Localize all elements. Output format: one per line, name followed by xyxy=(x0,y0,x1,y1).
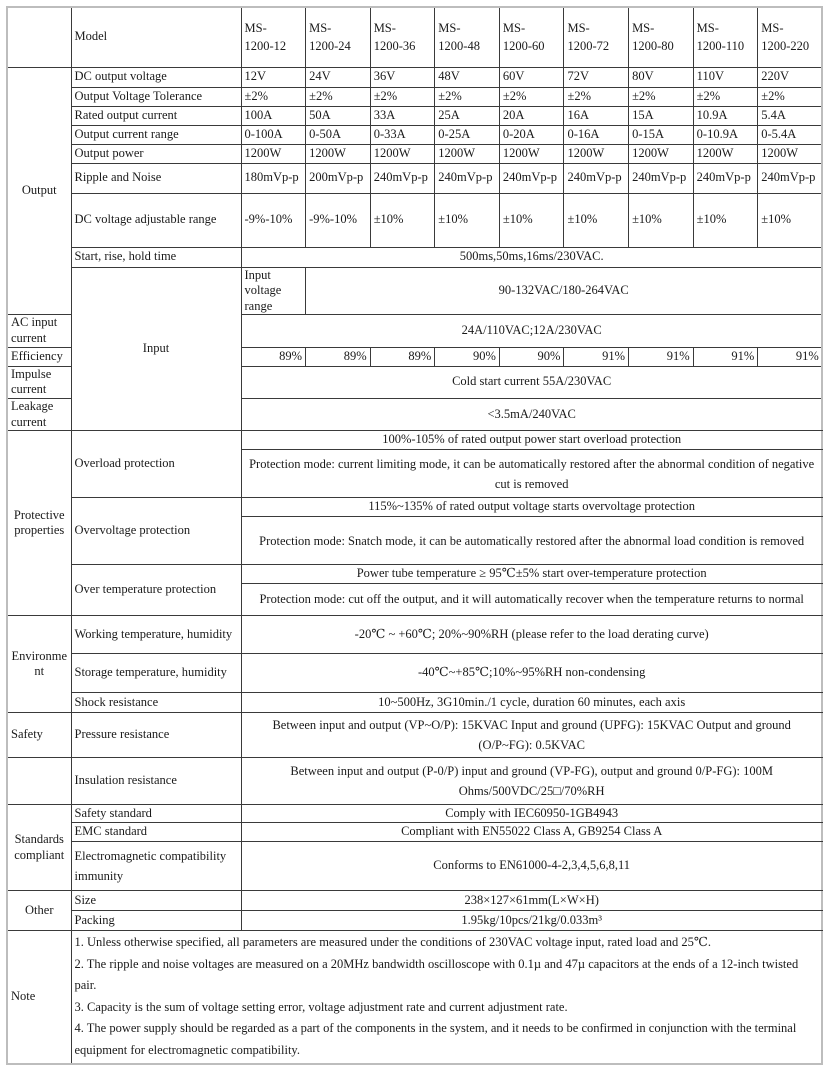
row-safety-standard xyxy=(7,805,822,823)
value-cell: 180mVp-p xyxy=(241,163,306,193)
value-cell: 90% xyxy=(499,347,564,366)
category-safety-blank xyxy=(7,758,71,805)
param-label: Start, rise, hold time xyxy=(71,247,241,267)
row-output-current-range xyxy=(7,125,822,144)
value-cell: 1200W xyxy=(564,144,629,163)
row-overtemp-protection-threshold xyxy=(7,565,822,584)
model-name-line: 1200-80 xyxy=(632,39,674,54)
row-overload-protection-threshold xyxy=(7,431,822,450)
value-cell: 5.4A xyxy=(758,106,823,125)
param-label: Over temperature protection xyxy=(71,565,241,616)
value-cell: 80V xyxy=(629,67,694,87)
param-label: Leakage current xyxy=(7,398,71,430)
model-name-line: MS- xyxy=(244,21,267,36)
value-cell: <3.5mA/240VAC xyxy=(241,398,822,430)
value-cell: Compliant with EN55022 Class A, GB9254 Class A xyxy=(241,823,822,842)
param-label: Output current range xyxy=(71,125,241,144)
model-name-line: 1200-110 xyxy=(696,39,745,54)
value-cell: 240mVp-p xyxy=(629,163,694,193)
value-cell: ±2% xyxy=(435,87,500,106)
value-cell: 0-100A xyxy=(241,125,306,144)
model-name-line: MS- xyxy=(502,21,526,36)
param-label: Electromagnetic compatibility immunity xyxy=(71,842,241,891)
value-cell: ±10% xyxy=(499,193,564,247)
model-name-line: MS- xyxy=(309,21,332,36)
value-cell: ±10% xyxy=(435,193,500,247)
value-cell: 16A xyxy=(564,106,629,125)
category-other: Other xyxy=(7,891,71,931)
value-cell: -20℃ ~ +60℃; 20%~90%RH (please refer to the load derating curve) xyxy=(241,616,822,654)
value-cell: 200mVp-p xyxy=(306,163,371,193)
param-label: Shock resistance xyxy=(71,693,241,713)
row-emc-standard xyxy=(7,823,822,842)
value-cell: ±10% xyxy=(758,193,823,247)
param-label: AC input current xyxy=(7,315,71,347)
note-item: 2. The ripple and noise voltages are measured on a 20MHz bandwidth oscilloscope with 0.1µ and 47µ capacitors at the ends of a 12-inch twisted pair. xyxy=(74,956,799,993)
value-cell: ±2% xyxy=(241,87,306,106)
value-cell: 36V xyxy=(370,67,435,87)
category-environment: Environment xyxy=(7,616,71,713)
value-cell: 1200W xyxy=(306,144,371,163)
value-cell: 90% xyxy=(435,347,500,366)
model-name-line: 1200-60 xyxy=(502,39,545,54)
model-cell xyxy=(241,7,306,67)
model-cell xyxy=(758,7,823,67)
value-cell: 10.9A xyxy=(693,106,758,125)
row-start-rise-hold-time xyxy=(7,247,822,267)
value-cell: 91% xyxy=(693,347,758,366)
value-cell: 10~500Hz, 3G10min./1 cycle, duration 60 minutes, each axis xyxy=(241,693,822,713)
param-label: Size xyxy=(71,891,241,911)
value-cell: 1200W xyxy=(758,144,823,163)
row-dc-output-voltage xyxy=(7,67,822,87)
row-output-power xyxy=(7,144,822,163)
value-cell: 1200W xyxy=(499,144,564,163)
category-safety: Safety xyxy=(7,713,71,758)
value-cell: 91% xyxy=(564,347,629,366)
value-cell: 100A xyxy=(241,106,306,125)
value-cell: 240mVp-p xyxy=(370,163,435,193)
param-label: EMC standard xyxy=(71,823,241,842)
value-cell: 0-16A xyxy=(564,125,629,144)
param-label: Output Voltage Tolerance xyxy=(71,87,241,106)
header-corner xyxy=(7,7,71,67)
value-cell: 0-50A xyxy=(306,125,371,144)
param-label: Overload protection xyxy=(71,431,241,498)
model-name-line: MS- xyxy=(438,21,461,36)
param-label: Overvoltage protection xyxy=(71,498,241,565)
value-cell: 240mVp-p xyxy=(435,163,500,193)
value-cell: 1200W xyxy=(435,144,500,163)
value-cell: 24A/110VAC;12A/230VAC xyxy=(241,315,822,347)
value-cell: Cold start current 55A/230VAC xyxy=(241,366,822,398)
note-item: 3. Capacity is the sum of voltage setting error, voltage adjustment rate and current adjustment rate. xyxy=(74,999,568,1014)
category-protective: Protective properties xyxy=(7,431,71,616)
param-label: Efficiency xyxy=(7,347,71,366)
row-packing xyxy=(7,911,822,931)
value-cell: 89% xyxy=(306,347,371,366)
value-cell: 24V xyxy=(306,67,371,87)
value-cell: -40℃~+85℃;10%~95%RH non-condensing xyxy=(241,654,822,693)
value-cell: Protection mode: Snatch mode, it can be automatically restored after the abnormal load condition is removed xyxy=(241,517,822,565)
model-label: Model xyxy=(71,7,241,67)
note-list xyxy=(71,931,822,1064)
model-cell xyxy=(435,7,500,67)
value-cell: 240mVp-p xyxy=(758,163,823,193)
model-cell xyxy=(499,7,564,67)
value-cell: 72V xyxy=(564,67,629,87)
value-cell: 100%-105% of rated output power start overload protection xyxy=(241,431,822,450)
value-cell: ±10% xyxy=(693,193,758,247)
model-name-line: MS- xyxy=(567,21,590,36)
value-cell: 1200W xyxy=(693,144,758,163)
row-working-temperature xyxy=(7,616,822,654)
model-name-line: MS- xyxy=(761,21,784,36)
value-cell: 0-10.9A xyxy=(693,125,758,144)
param-label: Impulse current xyxy=(7,366,71,398)
param-label: Insulation resistance xyxy=(71,758,241,805)
row-emc-immunity xyxy=(7,842,822,891)
row-rated-output-current xyxy=(7,106,822,125)
value-cell: 50A xyxy=(306,106,371,125)
value-cell: 500ms,50ms,16ms/230VAC. xyxy=(241,247,822,267)
value-cell: -9%-10% xyxy=(241,193,306,247)
value-cell: 33A xyxy=(370,106,435,125)
row-ripple-noise xyxy=(7,163,822,193)
value-cell: ±2% xyxy=(629,87,694,106)
value-cell: ±2% xyxy=(370,87,435,106)
row-size xyxy=(7,891,822,911)
value-cell: 15A xyxy=(629,106,694,125)
param-label: Storage temperature, humidity xyxy=(71,654,241,693)
param-label: Output power xyxy=(71,144,241,163)
value-cell: ±2% xyxy=(564,87,629,106)
category-standards: Standards compliant xyxy=(7,805,71,891)
value-cell: 1200W xyxy=(629,144,694,163)
value-cell: 110V xyxy=(693,67,758,87)
row-dc-voltage-adjustable-range xyxy=(7,193,822,247)
value-cell: 12V xyxy=(241,67,306,87)
model-name-line: 1200-12 xyxy=(244,39,287,54)
row-output-voltage-tolerance xyxy=(7,87,822,106)
param-label: Working temperature, humidity xyxy=(71,616,241,654)
value-cell: 1.95kg/10pcs/21kg/0.033m³ xyxy=(241,911,822,931)
value-cell: 0-33A xyxy=(370,125,435,144)
value-cell: ±10% xyxy=(629,193,694,247)
param-label: Pressure resistance xyxy=(71,713,241,758)
row-insulation-resistance xyxy=(7,758,822,805)
value-cell: 60V xyxy=(499,67,564,87)
param-label: Input voltage range xyxy=(241,267,306,315)
model-name-line: 1200-36 xyxy=(373,39,416,54)
param-label: DC voltage adjustable range xyxy=(71,193,241,247)
model-name-line: 1200-24 xyxy=(309,39,351,54)
model-cell xyxy=(564,7,629,67)
value-cell: 48V xyxy=(435,67,500,87)
value-cell: Between input and output (P-0/P) input and ground (VP-FG), output and ground 0/P-FG): 100M Ohms/500VDC/25□/70%RH xyxy=(241,758,822,805)
model-name-line: MS- xyxy=(632,21,655,36)
model-name-line: 1200-220 xyxy=(761,39,810,54)
model-cell xyxy=(370,7,435,67)
note-item: 4. The power supply should be regarded as a part of the components in the system, and it needs to be confirmed in conjunction with the terminal equipment for electromagnetic compatibility. xyxy=(74,1021,797,1057)
category-input: Input xyxy=(71,267,241,431)
note-item: 1. Unless otherwise specified, all parameters are measured under the conditions of 230VAC voltage input, rated load and 25℃. xyxy=(74,935,711,950)
value-cell: 240mVp-p xyxy=(564,163,629,193)
model-name-line: MS- xyxy=(696,21,719,36)
value-cell: 91% xyxy=(758,347,823,366)
model-cell xyxy=(306,7,371,67)
row-input-voltage-range xyxy=(7,267,822,315)
value-cell: 89% xyxy=(241,347,306,366)
value-cell: ±2% xyxy=(306,87,371,106)
category-output: Output xyxy=(7,67,71,315)
value-cell: -9%-10% xyxy=(306,193,371,247)
row-note xyxy=(7,931,822,1064)
value-cell: 0-20A xyxy=(499,125,564,144)
row-pressure-resistance xyxy=(7,713,822,758)
param-label: Rated output current xyxy=(71,106,241,125)
value-cell: Conforms to EN61000-4-2,3,4,5,6,8,11 xyxy=(241,842,822,891)
value-cell: 0-5.4A xyxy=(758,125,823,144)
value-cell: 1200W xyxy=(241,144,306,163)
value-cell: Protection mode: cut off the output, and it will automatically recover when the temperature returns to normal xyxy=(241,584,822,616)
model-name-line: MS- xyxy=(373,21,396,36)
row-storage-temperature xyxy=(7,654,822,693)
value-cell: 90-132VAC/180-264VAC xyxy=(306,267,823,315)
value-cell: ±2% xyxy=(499,87,564,106)
value-cell: ±10% xyxy=(564,193,629,247)
model-cell xyxy=(629,7,694,67)
param-label: Safety standard xyxy=(71,805,241,823)
row-shock-resistance xyxy=(7,693,822,713)
value-cell: 115%~135% of rated output voltage starts overvoltage protection xyxy=(241,498,822,517)
value-cell: 238×127×61mm(L×W×H) xyxy=(241,891,822,911)
category-note: Note xyxy=(7,931,71,1064)
model-name-line: 1200-48 xyxy=(438,39,480,54)
model-header-row xyxy=(7,7,822,67)
model-cell xyxy=(693,7,758,67)
param-label: Ripple and Noise xyxy=(71,163,241,193)
value-cell: 20A xyxy=(499,106,564,125)
param-label: DC output voltage xyxy=(71,67,241,87)
value-cell: Protection mode: current limiting mode, it can be automatically restored after the abnormal condition of negative cut is removed xyxy=(241,450,822,498)
model-name-line: 1200-72 xyxy=(567,39,610,54)
value-cell: 240mVp-p xyxy=(693,163,758,193)
param-label: Packing xyxy=(71,911,241,931)
value-cell: Power tube temperature ≥ 95℃±5% start over-temperature protection xyxy=(241,565,822,584)
value-cell: ±2% xyxy=(693,87,758,106)
value-cell: 1200W xyxy=(370,144,435,163)
value-cell: ±10% xyxy=(370,193,435,247)
value-cell: 91% xyxy=(629,347,694,366)
value-cell: 0-15A xyxy=(629,125,694,144)
value-cell: Comply with IEC60950-1GB4943 xyxy=(241,805,822,823)
value-cell: 89% xyxy=(370,347,435,366)
value-cell: 240mVp-p xyxy=(499,163,564,193)
spec-table xyxy=(6,6,823,1065)
value-cell: 0-25A xyxy=(435,125,500,144)
value-cell: 25A xyxy=(435,106,500,125)
value-cell: ±2% xyxy=(758,87,823,106)
value-cell: 220V xyxy=(758,67,823,87)
value-cell: Between input and output (VP~O/P): 15KVAC Input and ground (UPFG): 15KVAC Output and ground (O/P~FG): 0.5KVAC xyxy=(241,713,822,758)
row-overvoltage-protection-threshold xyxy=(7,498,822,517)
